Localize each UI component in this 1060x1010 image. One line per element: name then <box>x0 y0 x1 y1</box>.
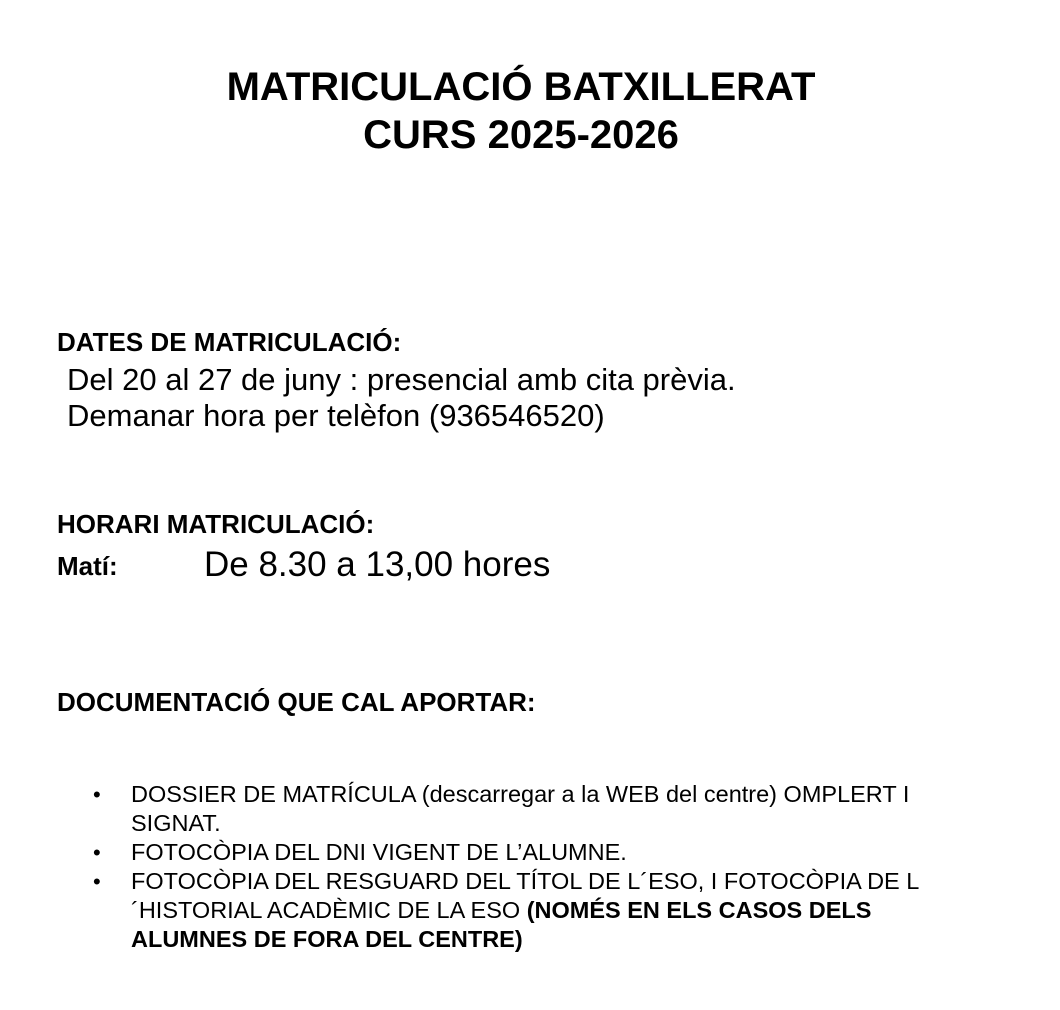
list-item-note: (NOMÉS EN ELS CASOS DELS ALUMNES DE FORA DEL CENTRE) <box>131 897 872 952</box>
bullet-icon: • <box>93 869 101 894</box>
mati-label: Matí: <box>57 551 118 581</box>
documents-heading: DOCUMENTACIÓ QUE CAL APORTAR: <box>57 687 536 717</box>
list-item <box>93 838 993 867</box>
list-item-text: FOTOCÒPIA DEL DNI VIGENT DE L’ALUMNE. <box>131 839 627 865</box>
page-title-line-1: MATRICULACIÓ BATXILLERAT <box>226 65 816 109</box>
bullet-icon: • <box>93 840 101 865</box>
list-item-text: FOTOCÒPIA DEL RESGUARD DEL TÍTOL DE L´ESO, I FOTOCÒPIA DE L´HISTORIAL ACADÈMIC DE LA ESO <box>131 868 920 923</box>
list-item <box>93 867 993 954</box>
bullet-icon: • <box>93 782 101 807</box>
dates-line-2: Demanar hora per telèfon (936546520) <box>67 398 605 433</box>
list-item-text: DOSSIER DE MATRÍCULA (descarregar a la WEB del centre) OMPLERT I SIGNAT. <box>131 781 910 836</box>
schedule-heading: HORARI MATRICULACIÓ: <box>57 509 375 539</box>
dates-line-1: Del 20 al 27 de juny : presencial amb cita prèvia. <box>67 362 736 397</box>
dates-heading: DATES DE MATRICULACIÓ: <box>57 327 402 357</box>
documents-list <box>93 780 993 954</box>
mati-value: De 8.30 a 13,00 hores <box>204 545 551 584</box>
list-item <box>93 780 993 838</box>
page-title-line-2: CURS 2025-2026 <box>363 113 679 157</box>
